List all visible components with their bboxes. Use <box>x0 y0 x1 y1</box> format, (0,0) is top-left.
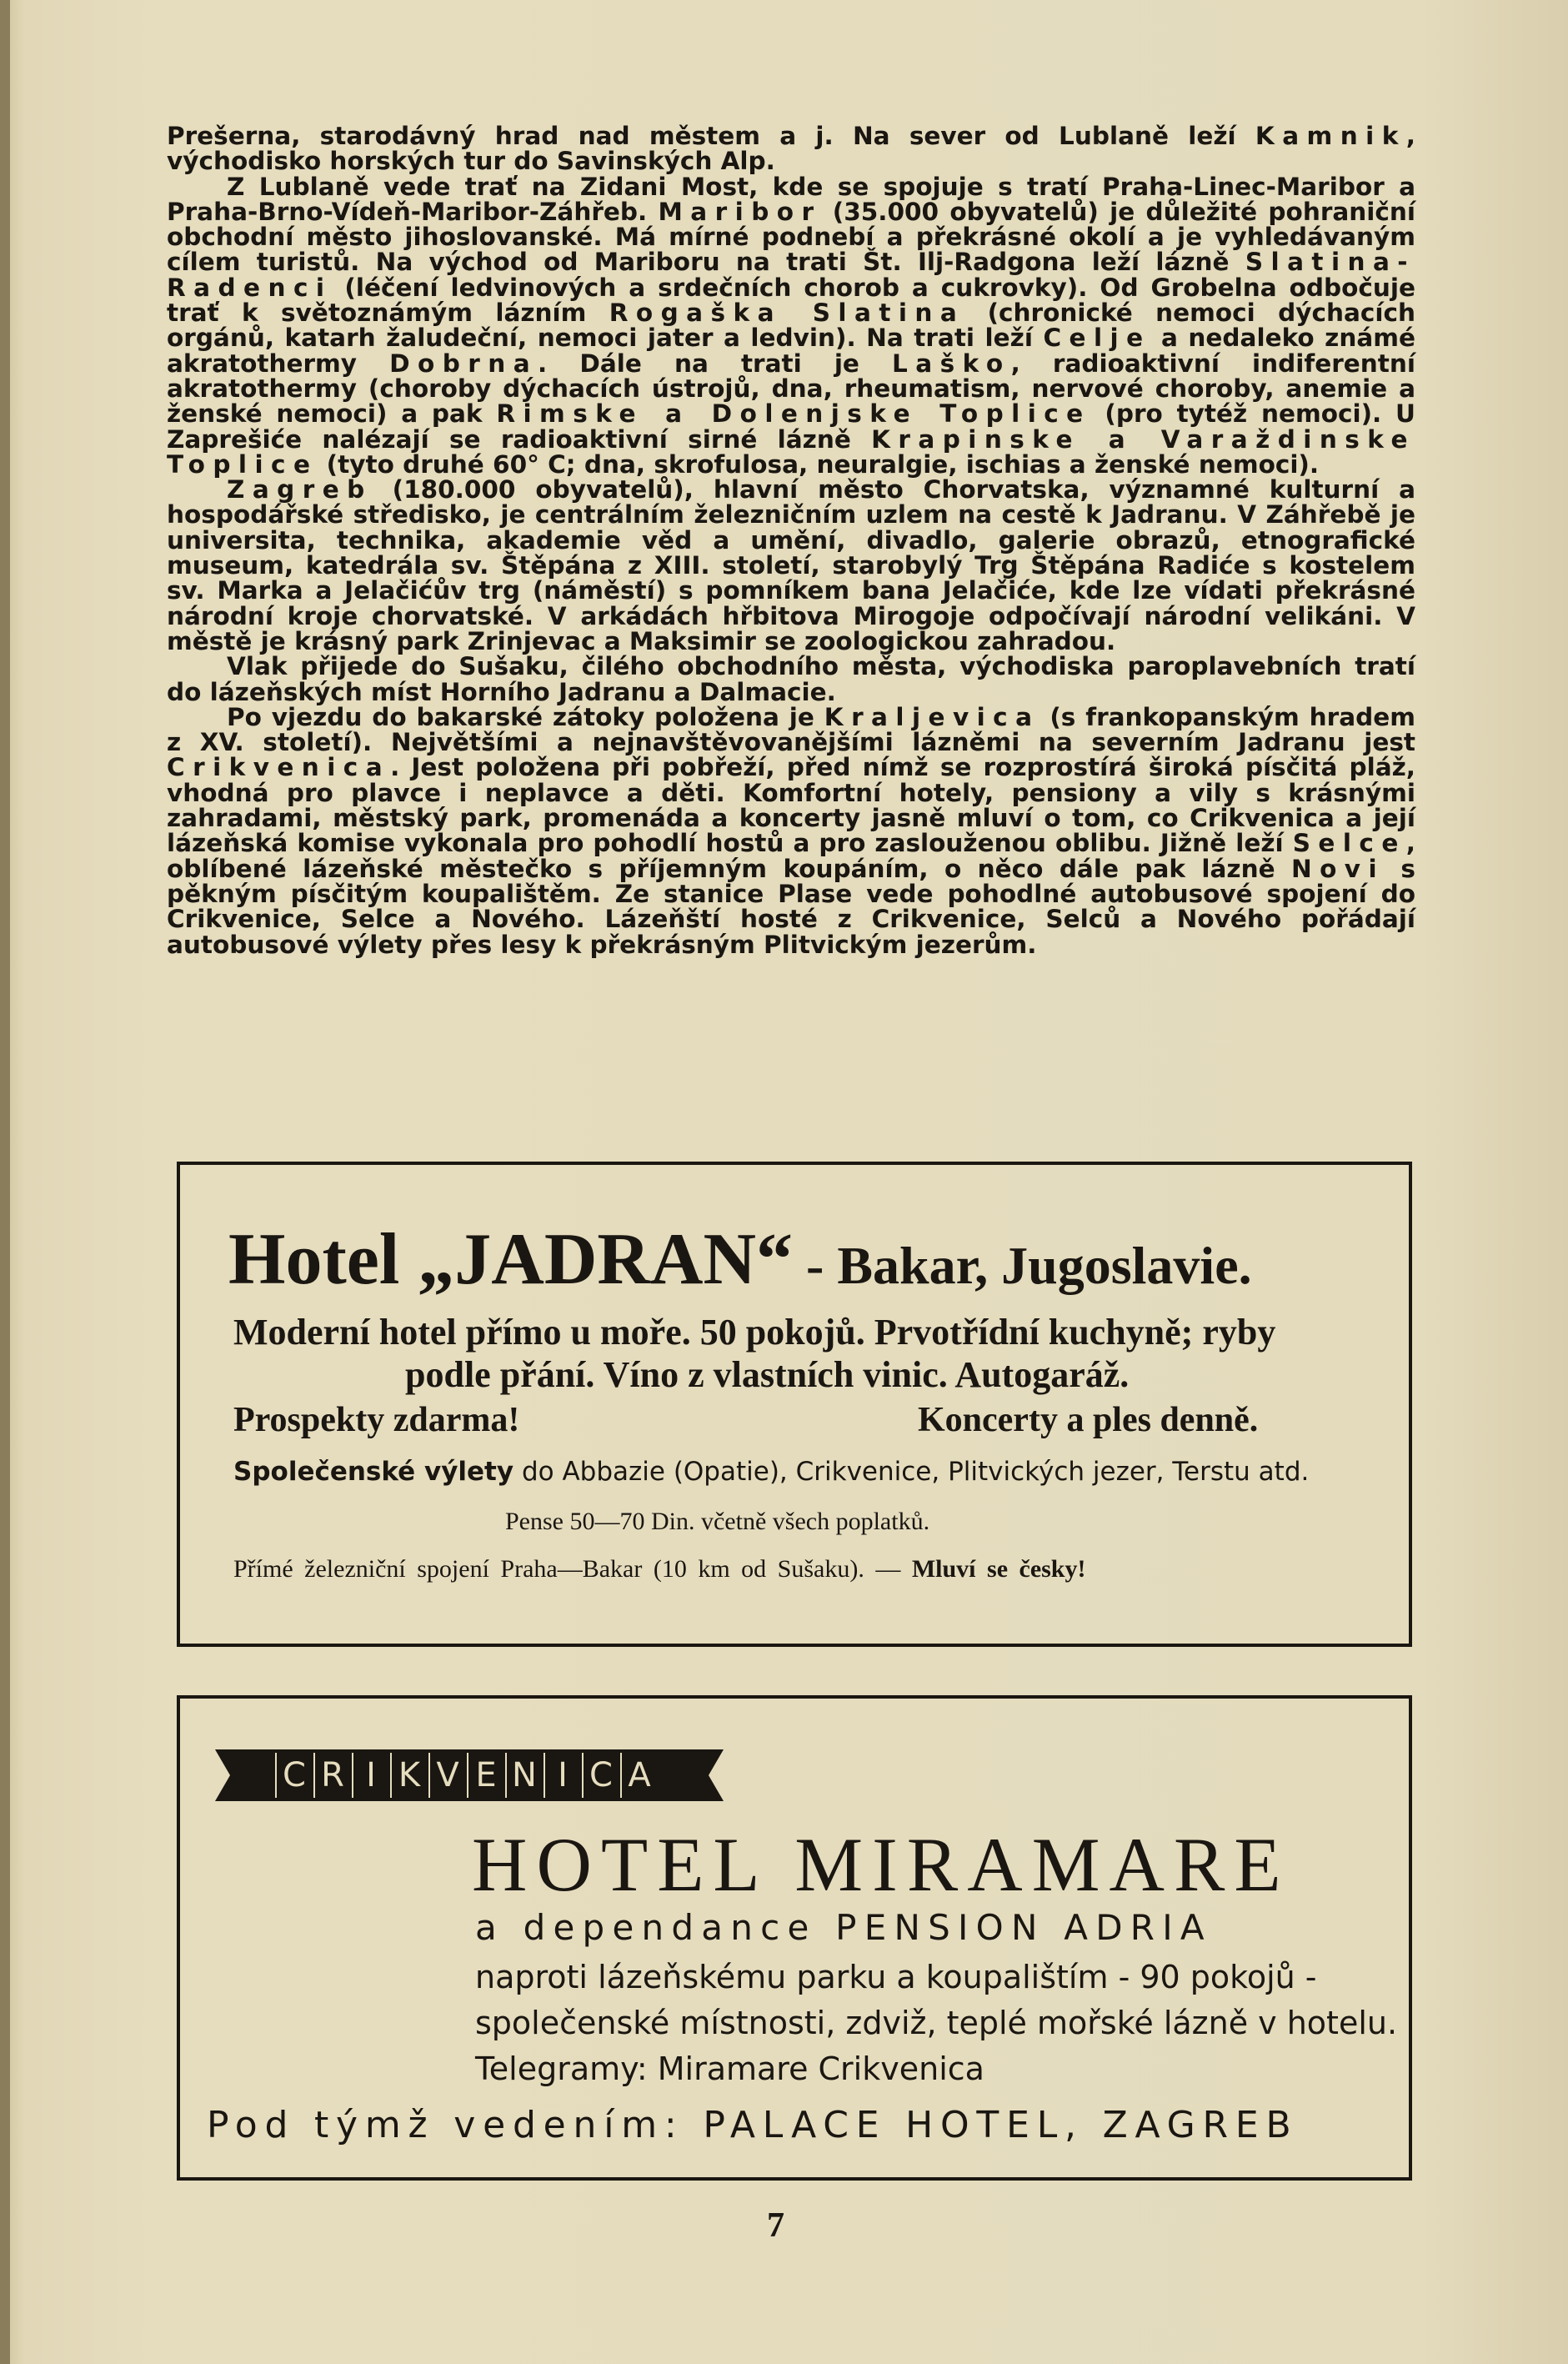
text: , východisko horských tur do Savinských Alp. <box>167 122 1415 176</box>
banner-letter: I <box>352 1753 388 1798</box>
ad-jadran-line-1: Moderní hotel přímo u moře. 50 pokojů. Prvotřídní kuchyně; ryby <box>233 1312 1276 1353</box>
vylety-text: do Abbazie (Opatie), Crikvenice, Plitvických jezer, Terstu atd. <box>513 1457 1310 1487</box>
article-text <box>167 123 1415 957</box>
banner-letters <box>275 1753 659 1798</box>
banner-letter: A <box>620 1753 657 1798</box>
spojeni-text: Přímé železniční spojení Praha—Bakar (10 km od Sušaku). — <box>233 1555 912 1583</box>
place-kamnik: Kamnik <box>1255 122 1406 150</box>
text: (tyto druhé 60° C; dna, skrofulosa, neuralgie, ischias a ženské nemoci). <box>318 449 1320 479</box>
banner-letter: K <box>390 1753 427 1798</box>
text: , oblíbené lázeňské městečko s příjemným koupáním, o něco dále pak lázně <box>167 829 1415 883</box>
place-crikvenica: Crikvenica <box>167 753 391 782</box>
place-krapinske-toplice: Krapinske a Varaždinske Toplice <box>167 424 1415 479</box>
ad-jadran-koncerty: Koncerty a ples denně. <box>918 1401 1259 1439</box>
place-rogaska-slatina: Rogaška Slatina <box>609 299 965 328</box>
paragraph-5 <box>167 702 1415 959</box>
place-lasko: Laško <box>892 349 1011 378</box>
paragraph-3 <box>167 477 1415 654</box>
text: (35.000 obyvatelů) je důležité pohraniční obchodní město jihoslovanské. Má mírné podnebí a překrásné okolí a je vyhledávaným cílem turistů. Na východ od Mariboru na trati Št. Ilj-Radgona leží lázně <box>167 197 1415 277</box>
ad-hotel-miramare <box>177 1695 1412 2181</box>
text: , radioaktivní indiferentní akratothermy (choroby dýchacích ústrojů, dna, rheumatism, nervové choroby, anemie a ženské nemoci) a pak <box>167 349 1415 429</box>
place-rimske-toplice: Rimske a Dolenjske Toplice <box>496 399 1091 429</box>
place-maribor: Maribor <box>658 197 822 226</box>
place-slatina-radenci: Slatina-Radenci <box>167 248 1415 302</box>
pension-name: PENSION ADRIA <box>835 1907 1212 1948</box>
text: (léčení ledvinových a srdečních chorob a cukrovky). Od Grobelna odbočuje trať k světoznámým lázním <box>167 273 1415 328</box>
paragraph-4 <box>167 654 1415 705</box>
text: (pro tytéž nemoci). U Zaprešiće nalézají se radioaktivní sirné lázně <box>167 399 1415 454</box>
ad-miramare-title: HOTEL MIRAMARE <box>472 1822 1290 1907</box>
text: (chronické nemoci dýchacích orgánů, katarh žaludeční, nemoci jater a ledvin). Na trati leží <box>167 299 1415 353</box>
ad-jadran-spojeni <box>233 1555 1085 1584</box>
ad-miramare-line-1: naproti lázeňskému parku a koupalištím - 90 pokojů - <box>475 1959 1317 1995</box>
text: . Dále na trati je <box>538 349 893 378</box>
text: Vlak přijede do Sušaku, čilého obchodního města, východiska paroplavebních tratí do lázeňských míst Horního Jadranu a Dalmacie. <box>167 652 1415 706</box>
page-number: 7 <box>767 2206 784 2245</box>
place-selce: Selce <box>1292 829 1406 858</box>
book-spine <box>0 0 10 2364</box>
place-kraljevica: Kraljevica <box>824 702 1040 731</box>
place-dobrna: Dobrna <box>389 349 539 378</box>
place-novi: Novi <box>1290 854 1385 883</box>
ad-hotel-jadran <box>177 1162 1412 1647</box>
place-celje: Celje <box>1043 324 1151 353</box>
banner-letter: E <box>467 1753 503 1798</box>
banner-letter: R <box>313 1753 350 1798</box>
text: Prešerna, starodávný hrad nad městem a j. Na sever od Lublaně leží <box>167 122 1255 150</box>
paragraph-1 <box>167 123 1415 174</box>
banner-letter: I <box>544 1753 580 1798</box>
dependance-text: a dependance <box>475 1907 836 1948</box>
hotel-name: Hotel „JADRAN“ <box>228 1219 794 1300</box>
text: . Jest položena při pobřeží, před nímž se rozprostírá široká písčitá pláž, vhodná pro plavce i neplavce a děti. Komfortní hotely, pensiony a vily s krásnými zahradami, městský park, promenáda a koncerty jasně mluví o tom, co Crikvenica a její lázeňská komise vykonala pro pohodlí hostů a pro zaslouženou oblibu. Jižně leží <box>167 753 1415 858</box>
ad-jadran-pense: Pense 50—70 Din. včetně všech poplatků. <box>505 1508 930 1535</box>
banner-letter: C <box>582 1753 619 1798</box>
ad-miramare-line-2: společenské místnosti, zdviž, teplé mořské lázně v hotelu. <box>475 2005 1398 2041</box>
vylety-label: Společenské výlety <box>233 1457 514 1487</box>
banner-letter: V <box>428 1753 465 1798</box>
ad-miramare-footer: Pod týmž vedením: PALACE HOTEL, ZAGREB <box>207 2104 1299 2146</box>
hotel-location: - Bakar, Jugoslavie. <box>793 1236 1252 1295</box>
banner-letter: N <box>505 1753 542 1798</box>
text: (s frankopanským hradem z XV. století). Největšími a nejnavštěvovanějšími lázněmi na severním Jadranu jest <box>167 702 1415 757</box>
ad-jadran-prospekty: Prospekty zdarma! <box>233 1401 520 1439</box>
ad-jadran-line-2: podle přání. Víno z vlastních vinic. Autogaráž. <box>405 1354 1130 1395</box>
text: a nedaleko známé akratothermy <box>167 324 1415 378</box>
text: Po vjezdu do bakarské zátoky položena je <box>227 702 824 731</box>
ad-miramare-telegram: Telegramy: Miramare Crikvenica <box>475 2050 984 2087</box>
text: Z Lublaně vede trať na Zidani Most, kde se spojuje s tratí Praha-Linec-Maribor a Praha-Brno-Vídeň-Maribor-Záhřeb. <box>167 172 1415 226</box>
text: s pěkným písčitým koupalištěm. Ze stanice Plase vede pohodlné autobusové spojení do Crikvenice, Selce a Nového. Lázeňští hosté z Crikvenice, Selců a Nového pořádají autobusové výlety přes lesy k překrásným Plitvickým jezerům. <box>167 854 1415 959</box>
ad-jadran-vylety <box>233 1457 1309 1487</box>
ad-miramare-dependance <box>475 1907 1212 1948</box>
crikvenica-banner <box>215 1749 724 1801</box>
paragraph-2 <box>167 174 1415 478</box>
text: (180.000 obyvatelů), hlavní město Chorvatska, významné kulturní a hospodářské středisko, je centrálním železničním uzlem na cestě k Jadranu. V Záhřebě je universita, technika, akademie věd a umění, divadlo, galerie obrazů, etnografické museum, katedrála sv. Štěpána z XIII. století, starobylý Trg Štěpána Radiće s kostelem sv. Marka a Jelačićův trg (náměstí) s pomníkem bana Jelačiće, kde lze vídati překrásné národní kroje chorvatské. V arkádách hřbitova Mirogoje odpočívají národní velikáni. V městě je krásný park Zrinjevac a Maksimir se zoologickou zahradou. <box>167 475 1415 655</box>
banner-letter: C <box>275 1753 312 1798</box>
cesky-text: Mluví se česky! <box>911 1555 1086 1583</box>
ad-jadran-title <box>228 1218 1395 1307</box>
place-zagreb: Zagreb <box>227 475 373 504</box>
